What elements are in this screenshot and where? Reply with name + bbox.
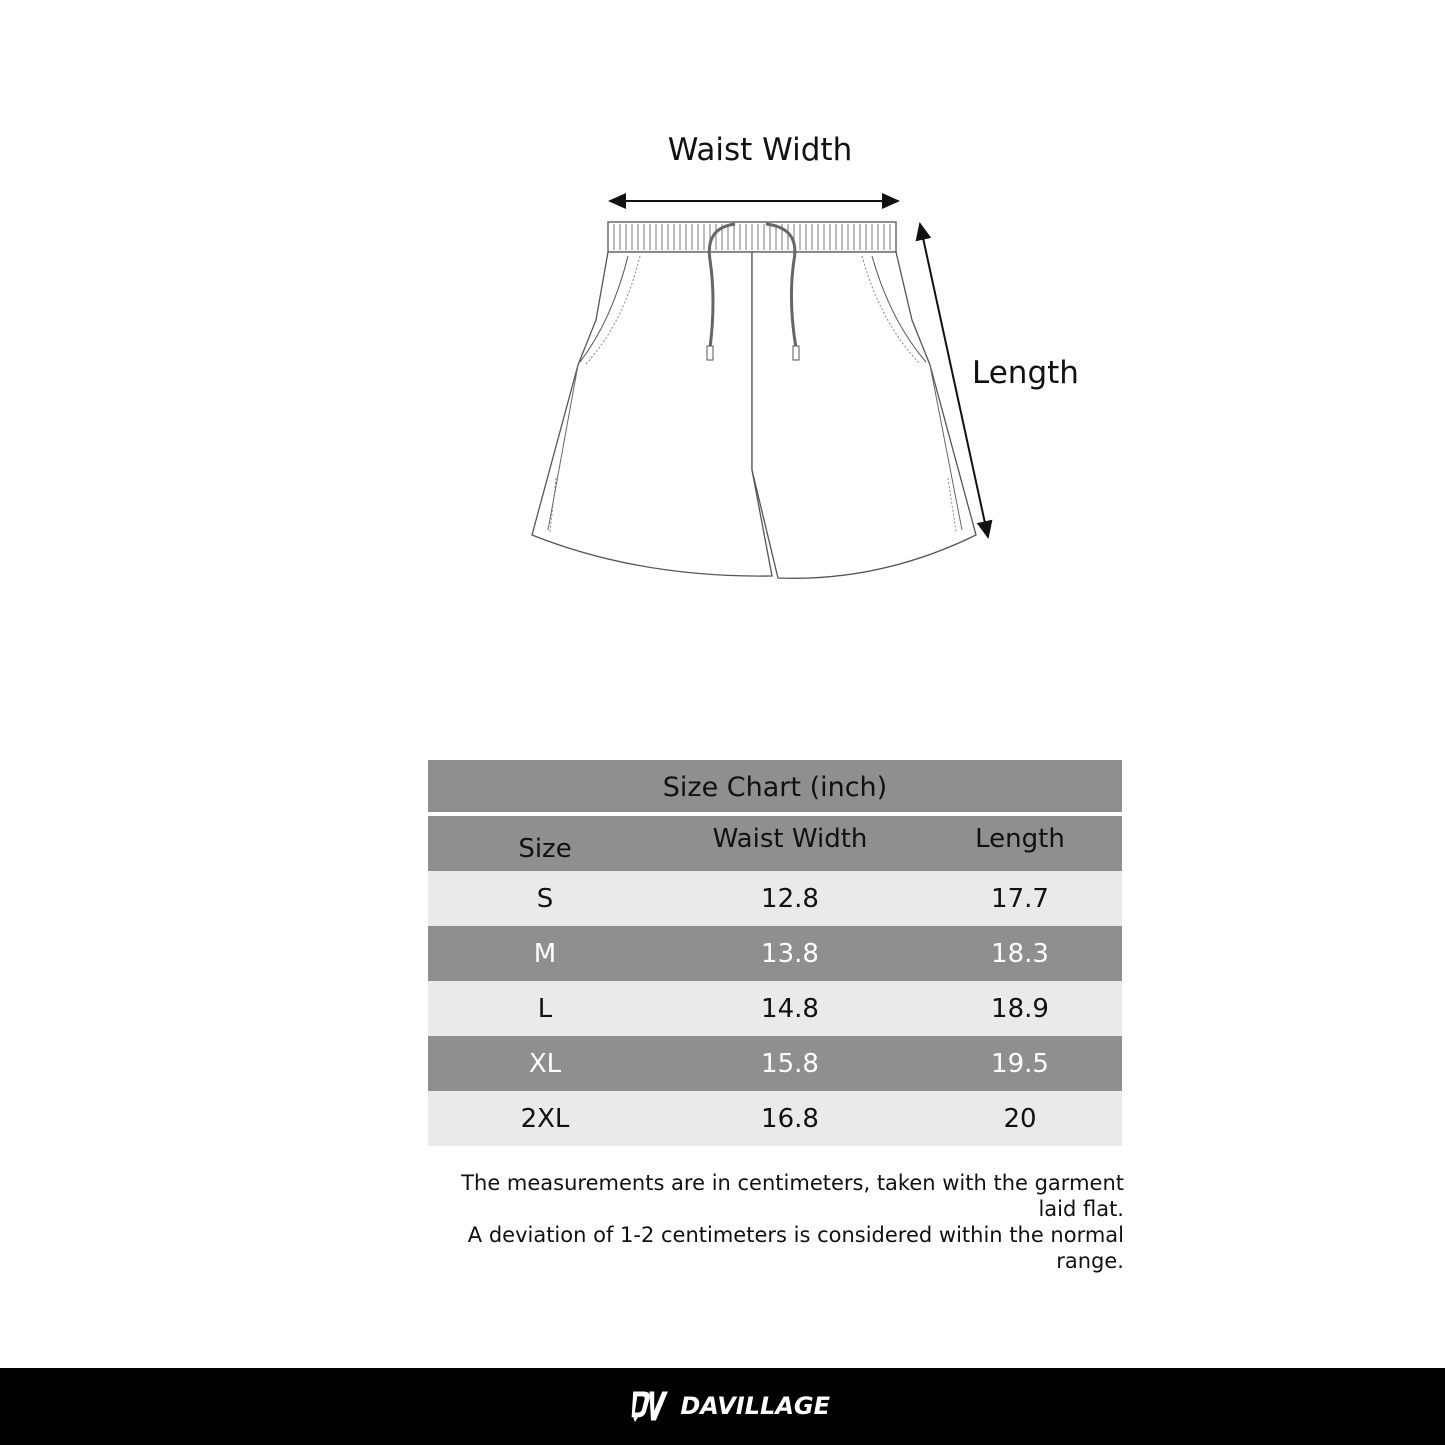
cell-waist-width: 13.8	[761, 938, 819, 969]
shorts-body	[532, 252, 772, 576]
cell-size: M	[533, 938, 557, 969]
cell-waist-width: 12.8	[761, 883, 819, 914]
cell-length: 17.7	[991, 883, 1049, 914]
note-line-1: The measurements are in centimeters, taken with the garment laid flat.	[461, 1171, 1124, 1221]
table-row	[428, 981, 1122, 1036]
length-label: Length	[972, 355, 1079, 391]
shorts-diagram	[0, 0, 1445, 700]
cell-length: 20	[1003, 1103, 1037, 1134]
table-header-row	[428, 816, 1122, 871]
cell-size: 2XL	[520, 1103, 570, 1134]
shorts-body-right	[752, 252, 976, 578]
table-row	[428, 871, 1122, 926]
measurement-note	[420, 1170, 1124, 1274]
table-row	[428, 1091, 1122, 1146]
brand-prefix: DA	[680, 1392, 718, 1420]
brand-logo	[630, 1383, 830, 1429]
header-waist-width: Waist Width	[712, 823, 868, 854]
header-size: Size	[518, 833, 572, 864]
note-line-2: A deviation of 1-2 centimeters is considered within the normal range.	[467, 1223, 1124, 1273]
cell-waist-width: 15.8	[761, 1048, 819, 1079]
brand-suffix: VILLAGE	[717, 1392, 830, 1420]
cell-size: S	[536, 883, 554, 914]
header-length: Length	[975, 823, 1065, 854]
table-row	[428, 926, 1122, 981]
size-chart-table	[428, 760, 1122, 1146]
size-chart-title: Size Chart (inch)	[428, 760, 1122, 816]
dv-logo-icon	[630, 1384, 670, 1428]
brand-name	[680, 1392, 830, 1420]
cell-size: L	[537, 993, 553, 1024]
cell-length: 18.9	[991, 993, 1049, 1024]
table-row	[428, 1036, 1122, 1091]
waist-width-label: Waist Width	[667, 132, 853, 168]
cell-waist-width: 16.8	[761, 1103, 819, 1134]
cell-length: 18.3	[991, 938, 1049, 969]
cell-waist-width: 14.8	[761, 993, 819, 1024]
cell-size: XL	[528, 1048, 562, 1079]
cell-length: 19.5	[991, 1048, 1049, 1079]
